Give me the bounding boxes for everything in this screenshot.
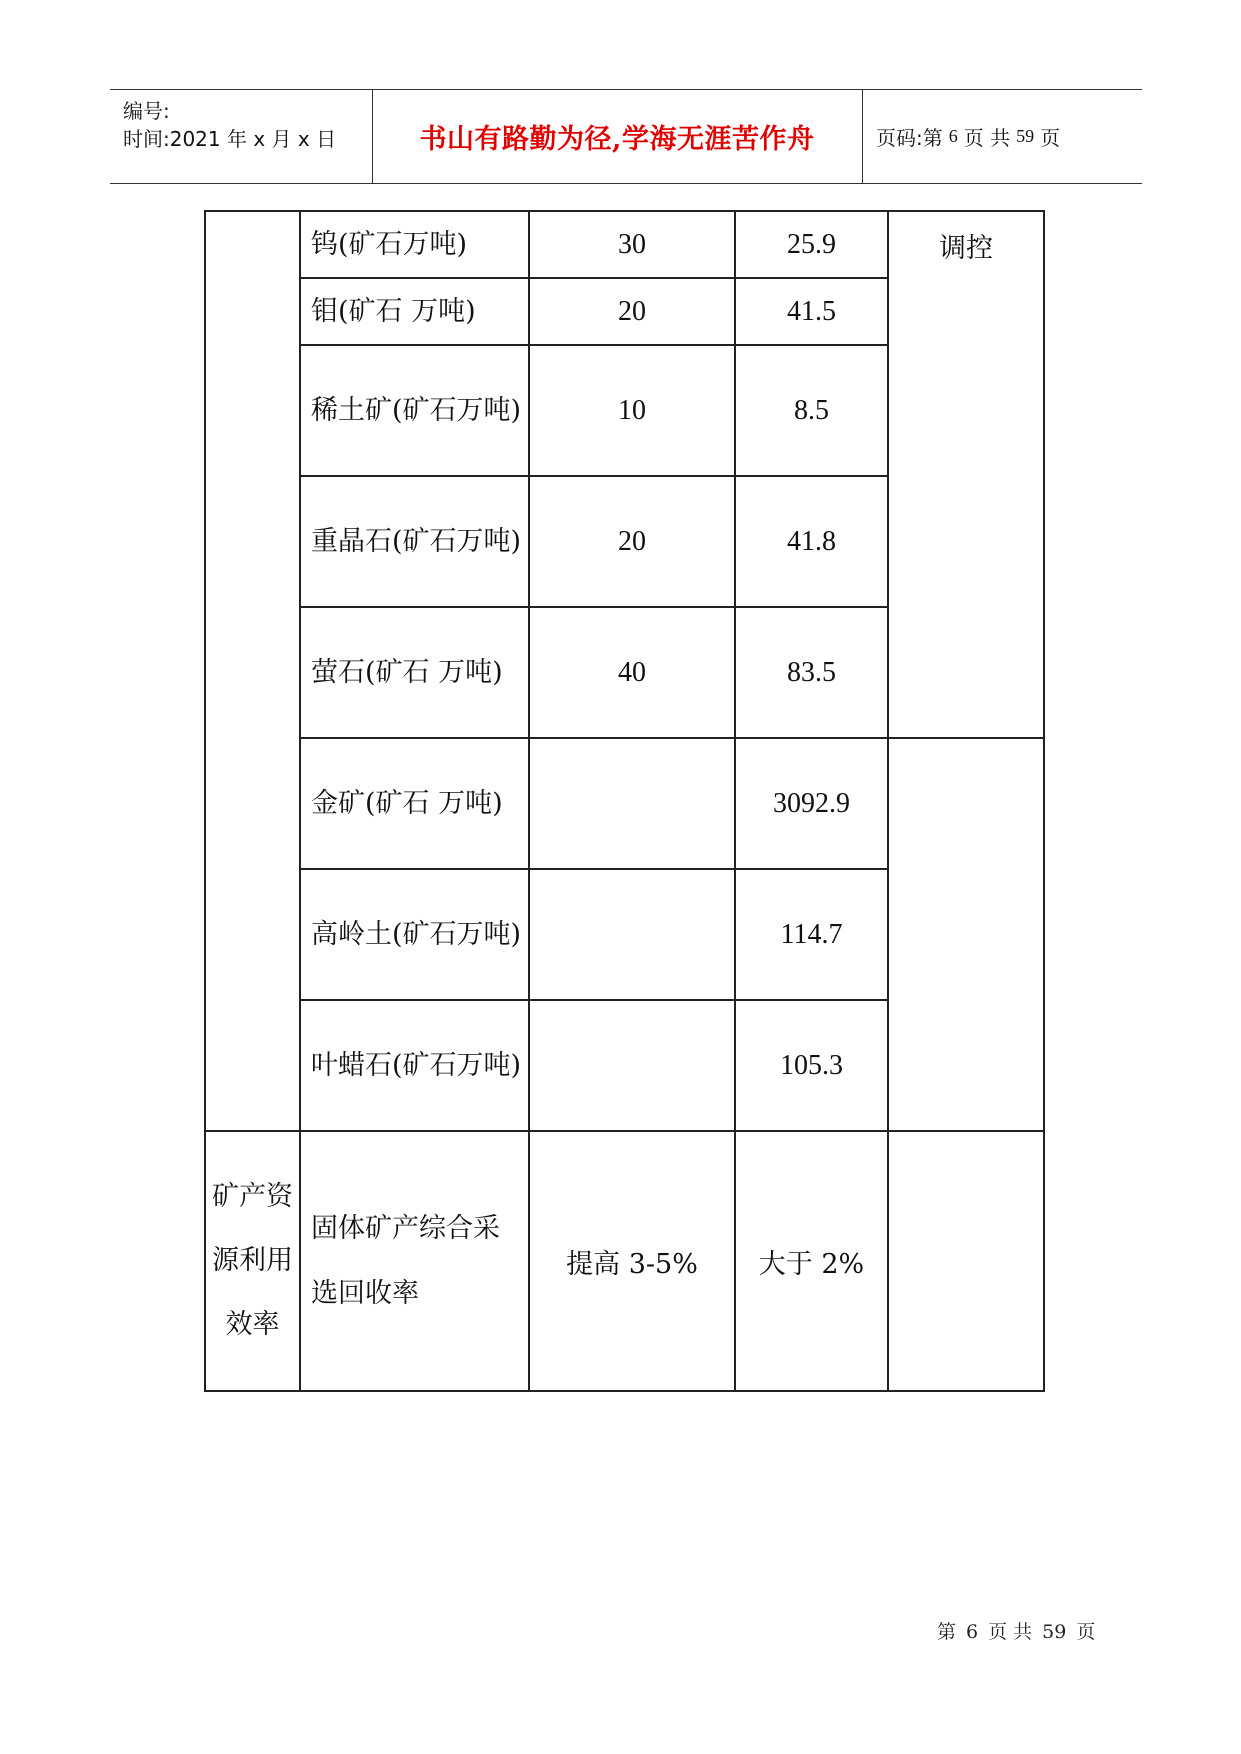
actual-value: 41.5 (735, 278, 888, 345)
footer-total: 59 (1042, 1621, 1067, 1643)
page-total: 59 (1016, 126, 1035, 146)
motto-text: 书山有路勤为径,学海无涯苦作舟 (419, 124, 815, 155)
category-cell: 矿产资源利用效率 (205, 1131, 300, 1391)
remark-cell-empty (888, 1131, 1044, 1391)
table-row (205, 211, 1044, 278)
control-cell: 调控 (888, 211, 1044, 738)
actual-value: 41.8 (735, 476, 888, 607)
remark-cell-empty (888, 738, 1044, 1131)
mineral-name: 高岭土(矿石万吨) (300, 869, 529, 1000)
page-header (110, 89, 1142, 184)
header-meta (110, 90, 373, 183)
table-row (205, 738, 1044, 869)
target-value (529, 1000, 735, 1131)
target-value: 10 (529, 345, 735, 476)
target-value (529, 738, 735, 869)
mineral-name: 叶蜡石(矿石万吨) (300, 1000, 529, 1131)
mineral-name: 钨(矿石万吨) (300, 211, 529, 278)
target-value: 40 (529, 607, 735, 738)
target-value: 20 (529, 476, 735, 607)
page-prefix: 页码:第 (876, 126, 943, 150)
mineral-name: 稀土矿(矿石万吨) (300, 345, 529, 476)
mineral-name: 金矿(矿石 万吨) (300, 738, 529, 869)
indicator-name: 固体矿产综合采选回收率 (300, 1131, 529, 1391)
footer-page-number: 6 (966, 1621, 979, 1643)
actual-value: 83.5 (735, 607, 888, 738)
mineral-name: 重晶石(矿石万吨) (300, 476, 529, 607)
time-label: 时间:2021 年 x 月 x 日 (123, 127, 337, 151)
target-value (529, 869, 735, 1000)
actual-value: 114.7 (735, 869, 888, 1000)
actual-value: 25.9 (735, 211, 888, 278)
page-footer (932, 1617, 1100, 1644)
serial-label: 编号: (123, 99, 170, 123)
actual-value: 105.3 (735, 1000, 888, 1131)
footer-prefix: 第 (937, 1621, 957, 1643)
category-cell-empty (205, 211, 300, 1131)
actual-value: 3092.9 (735, 738, 888, 869)
mineral-table (204, 210, 1045, 1392)
actual-value: 大于 2% (735, 1131, 888, 1391)
actual-value: 8.5 (735, 345, 888, 476)
target-value: 提高 3-5% (529, 1131, 735, 1391)
mineral-name: 钼(矿石 万吨) (300, 278, 529, 345)
target-value: 30 (529, 211, 735, 278)
header-motto (372, 90, 863, 183)
mineral-name: 萤石(矿石 万吨) (300, 607, 529, 738)
target-value: 20 (529, 278, 735, 345)
footer-mid: 页 共 (988, 1621, 1033, 1643)
footer-suffix: 页 (1076, 1621, 1096, 1643)
header-page-info (862, 90, 1142, 183)
page-mid: 页 共 (963, 126, 1011, 150)
page-number: 6 (948, 126, 958, 146)
page-suffix: 页 (1040, 126, 1061, 150)
table-row (205, 1131, 1044, 1391)
